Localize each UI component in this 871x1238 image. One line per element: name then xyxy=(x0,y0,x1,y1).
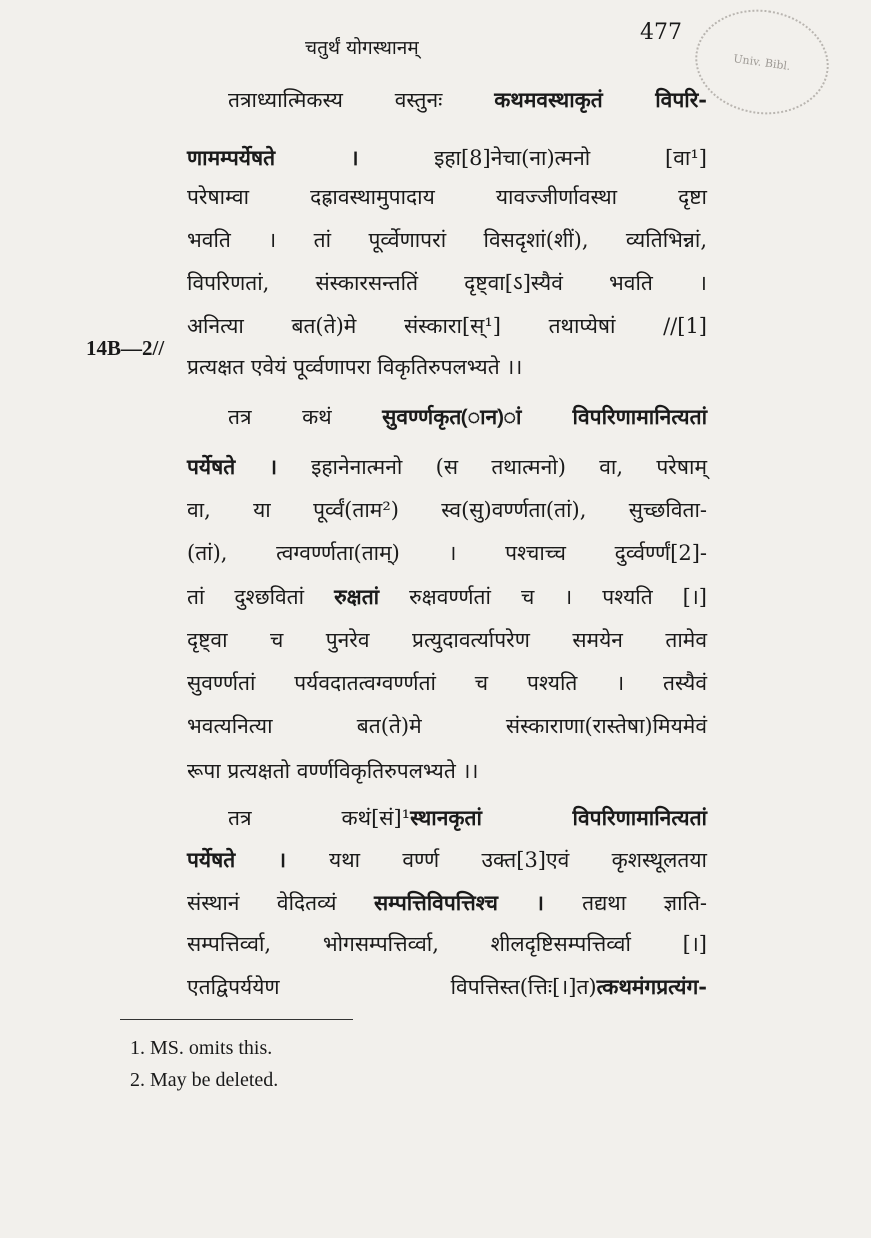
text-line-4: भवति । तां पूर्व्वेणापरां विसदृशां(शीं), व्यतिभिन्नां, xyxy=(187,228,707,252)
running-head: चतुर्थं योगस्थानम् xyxy=(305,37,419,59)
text-line-9: पर्येषते । इहानेनात्मनो (स तथात्मनो) वा, परेषाम् xyxy=(187,454,707,479)
text-line-6: अनित्या बत(ते)मे संस्कारा[स्¹] तथाप्येषां //[1] xyxy=(187,314,707,338)
page-number: 477 xyxy=(640,20,682,45)
margin-folio-reference: 14B—2// xyxy=(86,336,165,360)
text-line-21: एतद्विपर्ययेण विपत्तिस्त(त्तिः[।]त)त्कथमंगप्रत्यंग- xyxy=(187,974,707,999)
library-stamp xyxy=(688,1,835,123)
text-line-13: दृष्ट्वा च पुनरेव प्रत्युदावर्त्यापरेण समयेन तामेव xyxy=(187,628,707,652)
text-line-12: तां दुश्छवितां रुक्षतां रुक्षवर्ण्णतां च । पश्यति [।] xyxy=(187,584,707,609)
text-line-20: सम्पत्तिर्व्वा, भोगसम्पत्तिर्व्वा, शीलदृष्टिसम्पत्तिर्व्वा [।] xyxy=(187,932,707,956)
text-line-7: प्रत्यक्षत एवेयं पूर्व्वणापरा विकृतिरुपलभ्यते ।। xyxy=(187,355,523,379)
text-line-11: (तां), त्वग्वर्ण्णता(ताम्) । पश्चाच्च दुर्व्वर्ण्णं[2]- xyxy=(187,541,707,565)
text-line-10: वा, या पूर्व्वं(ताम²) स्व(सु)वर्ण्णता(तां), सुच्छविता- xyxy=(187,498,707,522)
text-line-18: पर्येषते । यथा वर्ण्ण उक्त[3]एवं कृशस्थूलतया xyxy=(187,847,707,872)
text-line-19: संस्थानं वेदितव्यं सम्पत्तिविपत्तिश्च । तद्यथा ज्ञाति- xyxy=(187,890,708,915)
text-line-2: णामम्पर्येषते । इहा[8]नेचा(ना)त्मनो [वा¹] xyxy=(187,145,707,170)
text-line-16: रूपा प्रत्यक्षतो वर्ण्णविकृतिरुपलभ्यते ।। xyxy=(187,759,479,783)
text-line-8: तत्र कथं सुवर्ण्णकृत(ान)ां विपरिणामानित्यतां xyxy=(228,404,708,429)
text-line-5: विपरिणतां, संस्कारसन्ततिं दृष्ट्वा[ऽ]स्यैवं भवति । xyxy=(187,271,707,295)
stamp-text: Univ. Bibl. xyxy=(732,51,792,73)
text-line-1: तत्राध्यात्मिकस्य वस्तुनः कथमवस्थाकृतं विपरि- xyxy=(228,87,707,112)
text-line-15: भवत्यनित्या बत(ते)मे संस्काराणा(रास्तेषा)मियमेवं xyxy=(187,714,707,738)
footnote-1: 1. MS. omits this. xyxy=(130,1037,273,1059)
footnote-rule xyxy=(120,1019,353,1020)
text-line-3: परेषाम्वा दह्रावस्थामुपादाय यावज्जीर्णावस्था दृष्टा xyxy=(187,185,707,209)
text-line-17: तत्र कथं[सं]¹स्थानकृतां विपरिणामानित्यतां xyxy=(228,805,707,830)
footnote-2: 2. May be deleted. xyxy=(130,1069,279,1091)
text-line-14: सुवर्ण्णतां पर्यवदातत्वग्वर्ण्णतां च पश्यति । तस्यैवं xyxy=(187,671,707,695)
